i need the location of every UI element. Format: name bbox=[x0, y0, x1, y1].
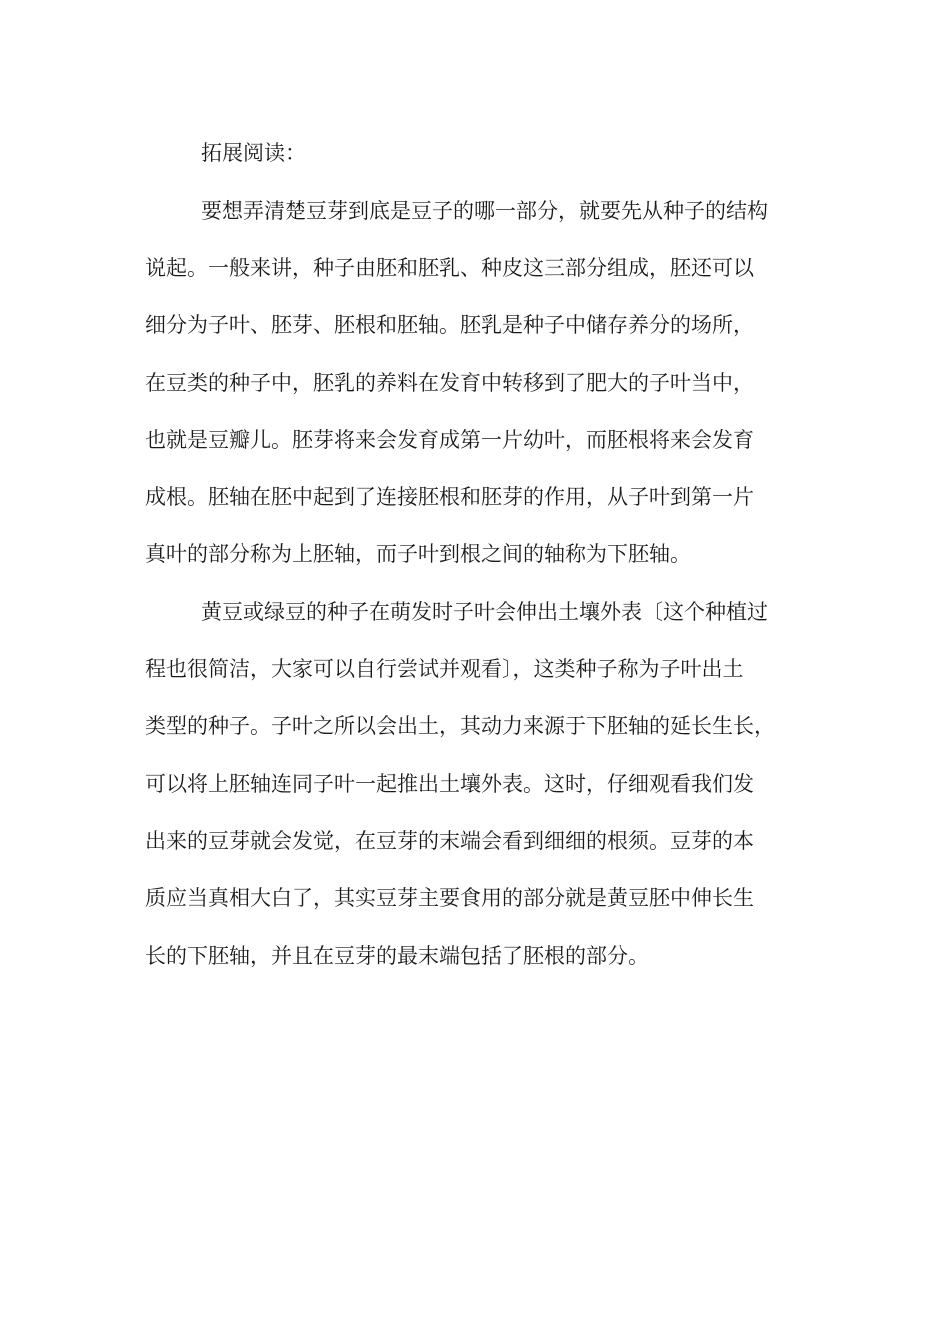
paragraph-line: 质应当真相大白了，其实豆芽主要食用的部分就是黄豆胚中伸长生 bbox=[145, 886, 754, 910]
section-heading: 拓展阅读： bbox=[201, 141, 306, 165]
paragraph-line: 长的下胚轴，并且在豆芽的最末端包括了胚根的部分。 bbox=[145, 944, 649, 968]
paragraph-line: 成根。胚轴在胚中起到了连接胚根和胚芽的作用，从子叶到第一片 bbox=[145, 485, 754, 509]
paragraph-line: 类型的种子。子叶之所以会出土，其动力来源于下胚轴的延长生长， bbox=[145, 714, 775, 738]
paragraph-line: 可以将上胚轴连同子叶一起推出土壤外表。这时，仔细观看我们发 bbox=[145, 772, 754, 796]
paragraph-line: 要想弄清楚豆芽到底是豆子的哪一部分，就要先从种子的结构 bbox=[201, 199, 768, 223]
paragraph-line: 也就是豆瓣儿。胚芽将来会发育成第一片幼叶，而胚根将来会发育 bbox=[145, 428, 754, 452]
paragraph-line: 在豆类的种子中，胚乳的养料在发育中转移到了肥大的子叶当中， bbox=[145, 371, 754, 395]
paragraph-line: 真叶的部分称为上胚轴，而子叶到根之间的轴称为下胚轴。 bbox=[145, 542, 691, 566]
paragraph-line: 说起。一般来讲，种子由胚和胚乳、种皮这三部分组成，胚还可以 bbox=[145, 256, 754, 280]
paragraph-line: 细分为子叶、胚芽、胚根和胚轴。胚乳是种子中储存养分的场所， bbox=[145, 313, 754, 337]
paragraph-line: 出来的豆芽就会发觉，在豆芽的末端会看到细细的根须。豆芽的本 bbox=[145, 829, 754, 853]
paragraph-line: 程也很简洁，大家可以自行尝试并观看〕，这类种子称为子叶出土 bbox=[145, 657, 744, 681]
paragraph-line: 黄豆或绿豆的种子在萌发时子叶会伸出土壤外表〔这个种植过 bbox=[201, 600, 768, 624]
